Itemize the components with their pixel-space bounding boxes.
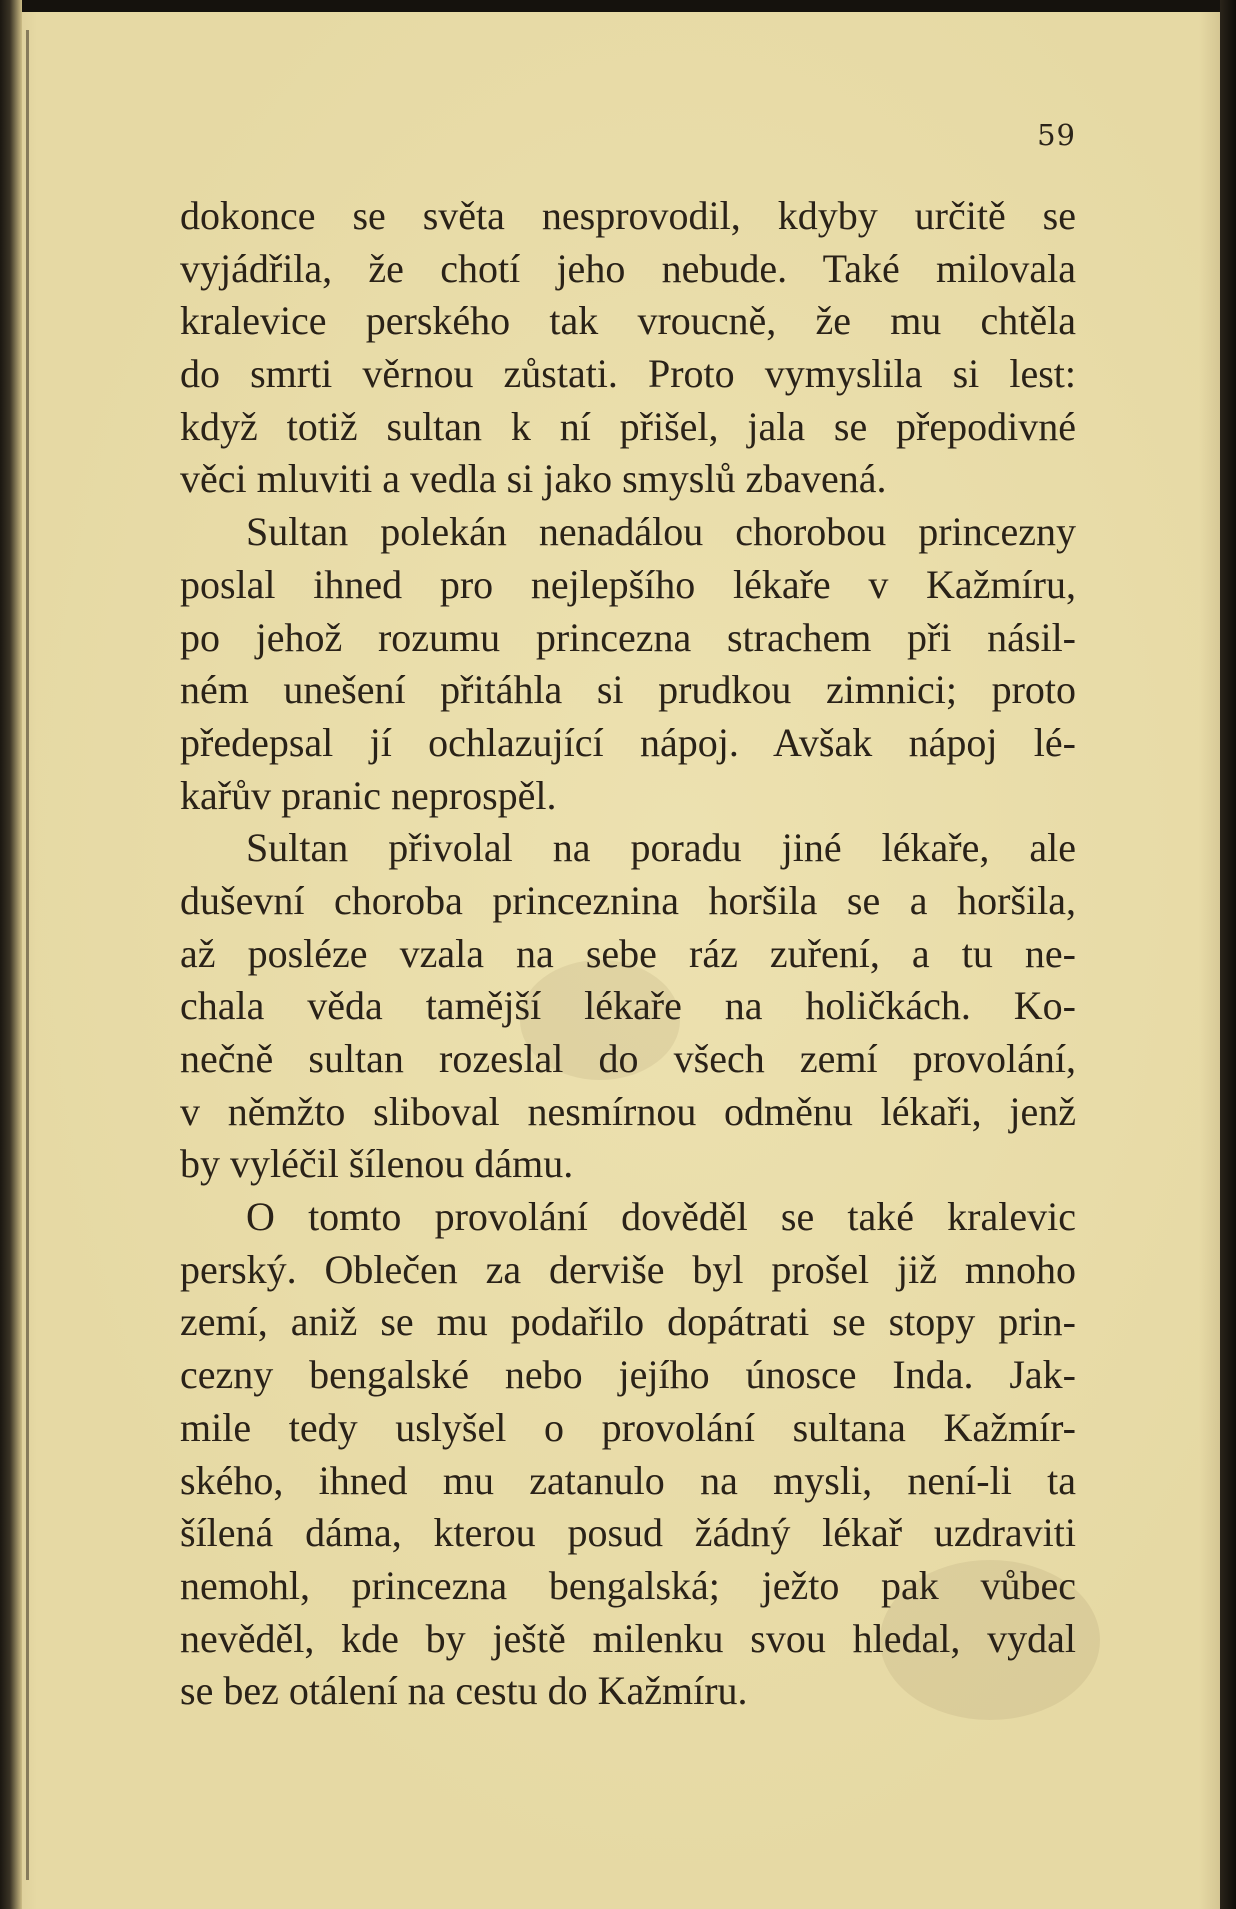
page-number: 59 (1037, 118, 1076, 152)
text-line: poslal ihned pro nejlepšího lékaře v Kažmíru, (180, 561, 1076, 607)
text-line: ského, ihned mu zatanulo na mysli, není-li ta (180, 1457, 1076, 1503)
paragraph (180, 822, 1076, 1191)
binding-line (26, 30, 29, 1880)
text-line: by vyléčil šílenou dámu. (180, 1141, 574, 1187)
text-line: po jehož rozumu princezna strachem při násil- (180, 614, 1076, 660)
text-line: vyjádřila, že chotí jeho nebude. Také milovala (180, 245, 1076, 291)
text-line: ném unešení přitáhla si prudkou zimnici; proto (180, 667, 1076, 713)
text-line: kařův pranic neprospěl. (180, 772, 557, 818)
text-line: O tomto provolání dověděl se také kralevic (246, 1194, 1076, 1240)
text-line: Sultan polekán nenadálou chorobou princezny (246, 509, 1076, 555)
text-line: nemohl, princezna bengalská; ježto pak vůbec (180, 1562, 1076, 1608)
text-line: věci mluviti a vedla si jako smyslů zbavená. (180, 456, 887, 502)
text-line: zemí, aniž se mu podařilo dopátrati se stopy prin- (180, 1299, 1076, 1345)
text-line: se bez otálení na cestu do Kažmíru. (180, 1668, 748, 1714)
text-line: předepsal jí ochlazující nápoj. Avšak nápoj lé- (180, 719, 1076, 765)
scan-left-edge (0, 0, 22, 1909)
paragraph (180, 190, 1076, 506)
text-line: v němžto sliboval nesmírnou odměnu lékaři, jenž (180, 1088, 1076, 1134)
text-line: perský. Oblečen za derviše byl prošel již mnoho (180, 1246, 1076, 1292)
text-line: nevěděl, kde by ještě milenku svou hledal, vydal (180, 1615, 1076, 1661)
text-line: kralevice perského tak vroucně, že mu chtěla (180, 298, 1076, 344)
body-text (180, 190, 1076, 1718)
text-line: mile tedy uslyšel o provolání sultana Kažmír- (180, 1404, 1076, 1450)
text-line: až posléze vzala na sebe ráz zuření, a tu ne- (180, 930, 1076, 976)
scan-top-edge (0, 0, 1236, 12)
text-line: cezny bengalské nebo jejího únosce Inda. Jak- (180, 1352, 1076, 1398)
text-line: dokonce se světa nesprovodil, kdyby určitě se (180, 193, 1076, 238)
text-line: nečně sultan rozeslal do všech zemí provolání, (180, 1036, 1076, 1081)
text-line: duševní choroba princeznina horšila se a horšila, (180, 877, 1076, 923)
text-line: do smrti věrnou zůstati. Proto vymyslila si lest: (180, 351, 1076, 397)
text-line: šílená dáma, kterou posud žádný lékař uzdraviti (180, 1510, 1076, 1556)
text-line: když totiž sultan k ní přišel, jala se přepodivné (180, 403, 1076, 449)
scan-right-edge (1220, 0, 1236, 1909)
paragraph (180, 1191, 1076, 1718)
text-line: chala věda tamější lékaře na holičkách. Ko- (180, 983, 1076, 1029)
paragraph (180, 506, 1076, 822)
text-line: Sultan přivolal na poradu jiné lékaře, ale (246, 825, 1076, 871)
